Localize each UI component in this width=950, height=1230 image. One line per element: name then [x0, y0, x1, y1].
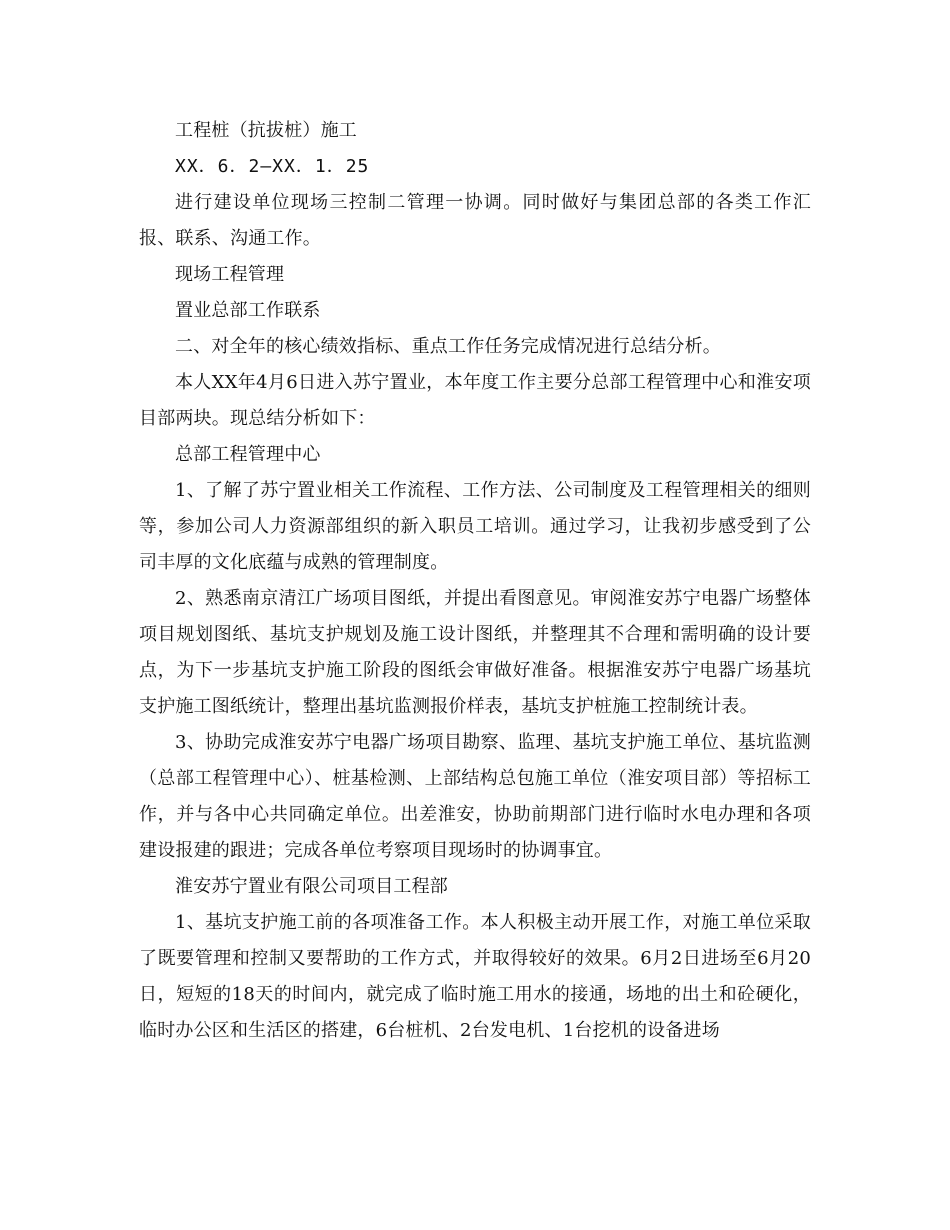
paragraph-pile-construction: 工程桩（抗拔桩）施工 — [175, 120, 357, 141]
paragraph-section-two-heading: 二、对全年的核心绩效指标、重点工作任务完成情况进行总结分析。 — [175, 336, 721, 357]
paragraph-hq-liaison: 置业总部工作联系 — [175, 300, 321, 321]
document-body — [139, 113, 811, 1049]
paragraph-hq-item-3: 3、协助完成淮安苏宁电器广场项目勘察、监理、基坑支护施工单位、基坑监测（总部工程管理中心）、桩基检测、上部结构总包施工单位（淮安项目部）等招标工作，并与各中心共同确定单位。出差淮安，协助前期部门进行临时水电办理和各项建设报建的跟进；完成各单位考察项目现场时的协调事宜。 — [139, 732, 811, 861]
paragraph-introduction: 本人XX年4月6日进入苏宁置业，本年度工作主要分总部工程管理中心和淮安项目部两块。现总结分析如下： — [139, 372, 811, 429]
paragraph-coordination: 进行建设单位现场三控制二管理一协调。同时做好与集团总部的各类工作汇报、联系、沟通工作。 — [139, 192, 811, 249]
paragraph-project-item-1: 1、基坑支护施工前的各项准备工作。本人积极主动开展工作，对施工单位采取了既要管理和控制又要帮助的工作方式，并取得较好的效果。6月2日进场至6月20日，短短的18天的时间内，就完成了临时施工用水的接通，场地的出土和砼硬化，临时办公区和生活区的搭建，6台桩机、2台发电机、1台挖机的设备进场 — [139, 912, 811, 1041]
paragraph-hq-item-1: 1、了解了苏宁置业相关工作流程、工作方法、公司制度及工程管理相关的细则等，参加公司人力资源部组织的新入职员工培训。通过学习，让我初步感受到了公司丰厚的文化底蕴与成熟的管理制度。 — [139, 480, 811, 573]
paragraph-date-range: XX．6．2—XX．1．25 — [175, 156, 370, 177]
paragraph-project-dept-heading: 淮安苏宁置业有限公司项目工程部 — [175, 876, 448, 897]
paragraph-site-management: 现场工程管理 — [175, 264, 285, 285]
paragraph-hq-item-2: 2、熟悉南京清江广场项目图纸，并提出看图意见。审阅淮安苏宁电器广场整体项目规划图纸、基坑支护规划及施工设计图纸，并整理其不合理和需明确的设计要点，为下一步基坑支护施工阶段的图纸会审做好准备。根据淮安苏宁电器广场基坑支护施工图纸统计，整理出基坑监测报价样表，基坑支护桩施工控制统计表。 — [139, 588, 811, 717]
paragraph-hq-center-heading: 总部工程管理中心 — [175, 444, 321, 465]
